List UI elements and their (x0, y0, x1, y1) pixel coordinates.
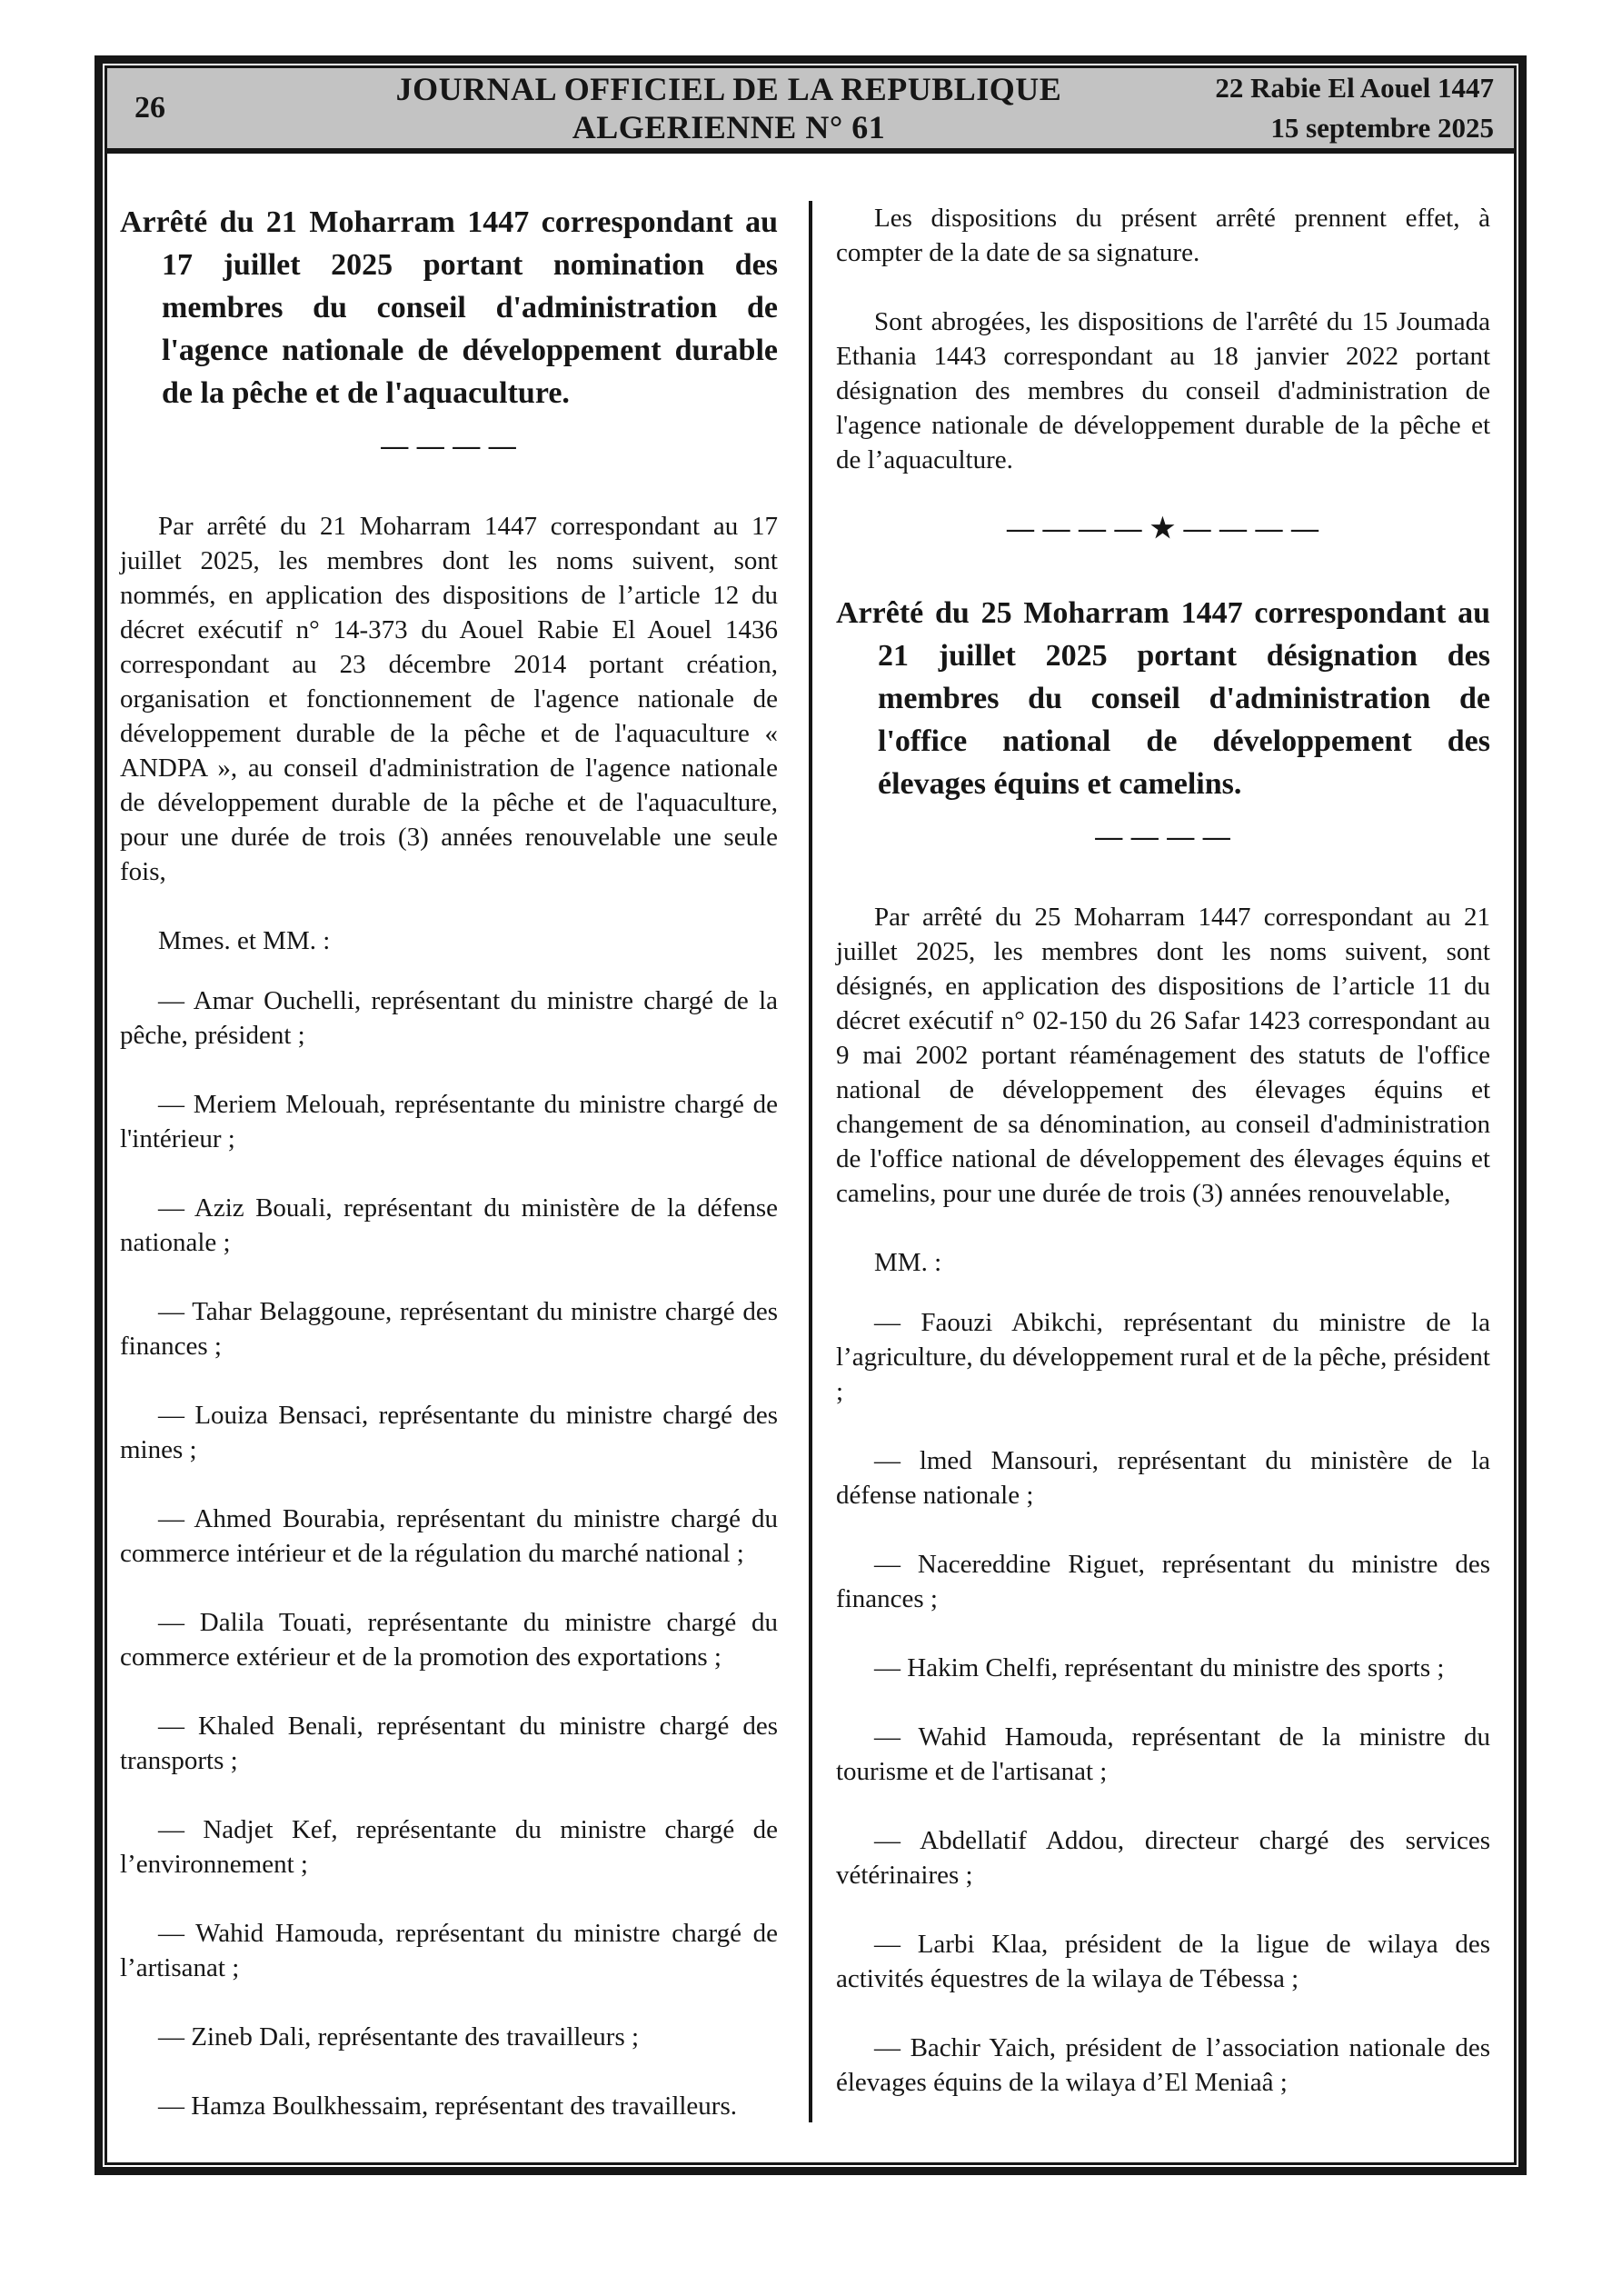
decree-intro-2: Par arrêté du 25 Moharram 1447 correspondant au 21 juillet 2025, les membres dont les noms suivent, sont désignés, en application des dispositions de l’article 11 du décret exécutif n° 02-150 du 26 Safar 1423 correspondant au 9 mai 2002 portant réaménagement des statuts de l'office national de développement des élevages équins et changement de sa dénomination, au conseil d'administration de l'office national de développement des élevages équins et camelins, pour une durée de trois (3) années renouvelable, (836, 903, 1490, 1209)
page-number: 26 (134, 91, 165, 125)
member-item: — Larbi Klaa, président de la ligue de wilaya des activités équestres de la wilaya de Tébessa ; (836, 1930, 1490, 1994)
star-separator: — — — — ★ — — — — (1007, 514, 1319, 544)
issue-dates (1169, 68, 1514, 148)
member-item: — Bachir Yaich, président de l’association nationale des élevages équins de la wilaya d’El Meniaâ ; (836, 2033, 1490, 2098)
member-item: — Nacereddine Riguet, représentant du ministre des finances ; (836, 1550, 1490, 1614)
decree-heading-2: Arrêté du 25 Moharram 1447 correspondant au 21 juillet 2025 portant désignation des membres du conseil d'administration de l'office national de développement des élevages équins et camelins. (836, 596, 1490, 802)
column-divider (809, 201, 812, 2122)
decree-intro-1: Par arrêté du 21 Moharram 1447 correspondant au 17 juillet 2025, les membres dont les noms suivent, sont nommés, en application des dispositions de l’article 12 du décret exécutif n° 14-373 du Aouel Rabie El Aouel 1436 correspondant au 23 décembre 2014 portant création, organisation et fonctionnement de l'agence nationale de développement durable de la pêche et de l'aquaculture « ANDPA », au conseil d'administration de l'agence nationale de développement durable de la pêche et de l'aquaculture, pour une durée de trois (3) années renouvelable une seule fois, (120, 512, 778, 887)
member-item: — Tahar Belaggoune, représentant du ministre chargé des finances ; (120, 1297, 778, 1362)
decree-heading-1: Arrêté du 21 Moharram 1447 correspondant au 17 juillet 2025 portant nomination des membres du conseil d'administration de l'agence nationale de développement durable de la pêche et de l'aquaculture. (120, 205, 778, 411)
date-gregorian: 15 septembre 2025 (1270, 112, 1494, 145)
member-item: — Abdellatif Addou, directeur chargé des services vétérinaires ; (836, 1826, 1490, 1891)
dash-separator: — — — — (381, 431, 517, 462)
salutation-1: Mmes. et MM. : (158, 926, 331, 956)
effect-paragraph: Les dispositions du présent arrêté prennent effet, à compter de la date de sa signature. (836, 204, 1490, 268)
member-item: — Ahmed Bourabia, représentant du ministre chargé du commerce intérieur et de la régulation du marché national ; (120, 1504, 778, 1569)
abrogation-paragraph: Sont abrogées, les dispositions de l'arrêté du 15 Joumada Ethania 1443 correspondant au 18 janvier 2022 portant désignation des membres du conseil d'administration de l'agence nationale de développement durable de la pêche et de l’aquaculture. (836, 307, 1490, 475)
member-item: — Dalila Touati, représentante du ministre chargé du commerce extérieur et de la promotion des exportations ; (120, 1608, 778, 1672)
right-column (811, 154, 1514, 2162)
members-list-1 (120, 983, 778, 2123)
member-item: — lmed Mansouri, représentant du ministère de la défense nationale ; (836, 1446, 1490, 1511)
masthead (107, 68, 1514, 154)
member-item: — Khaled Benali, représentant du ministre chargé des transports ; (120, 1712, 778, 1776)
member-item: — Hakim Chelfi, représentant du ministre des sports ; (874, 1653, 1445, 1683)
dash-separator: — — — — (1095, 822, 1231, 853)
content-area (107, 154, 1514, 2162)
date-hijri: 22 Rabie El Aouel 1447 (1215, 72, 1494, 104)
page-frame-outer (95, 55, 1527, 2175)
journal-title: JOURNAL OFFICIEL DE LA REPUBLIQUE ALGERIENNE N° 61 (395, 71, 1062, 146)
member-item: — Hamza Boulkhessaim, représentant des travailleurs. (158, 2091, 737, 2121)
members-list-2 (836, 1305, 1490, 2100)
member-item: — Meriem Melouah, représentante du ministre chargé de l'intérieur ; (120, 1090, 778, 1154)
page-frame-inner (104, 65, 1517, 2165)
member-item: — Louiza Bensaci, représentante du ministre chargé des mines ; (120, 1401, 778, 1465)
member-item: — Faouzi Abikchi, représentant du ministre de la l’agriculture, du développement rural et de la pêche, président ; (836, 1308, 1490, 1407)
member-item: — Wahid Hamouda, représentant du ministre chargé de l’artisanat ; (120, 1919, 778, 1983)
member-item: — Amar Ouchelli, représentant du ministre chargé de la pêche, président ; (120, 986, 778, 1051)
left-column (107, 154, 811, 2162)
member-item: — Nadjet Kef, représentante du ministre chargé de l’environnement ; (120, 1815, 778, 1880)
salutation-2: MM. : (874, 1248, 942, 1278)
member-item: — Aziz Bouali, représentant du ministère de la défense nationale ; (120, 1193, 778, 1258)
member-item: — Wahid Hamouda, représentant de la ministre du tourisme et de l'artisanat ; (836, 1722, 1490, 1787)
member-item: — Zineb Dali, représentante des travailleurs ; (158, 2022, 640, 2052)
